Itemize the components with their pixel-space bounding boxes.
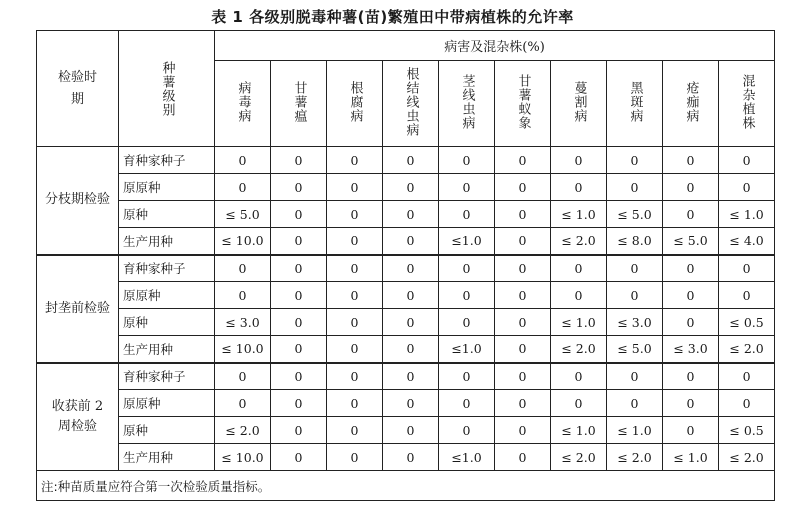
value-cell: 0: [719, 363, 775, 390]
value-cell: 0: [495, 282, 551, 309]
value-cell: ≤ 5.0: [607, 201, 663, 228]
value-cell: ≤ 2.0: [719, 444, 775, 471]
table-row: [37, 336, 775, 363]
value-cell: 0: [551, 174, 607, 201]
value-cell: 0: [327, 309, 383, 336]
value-cell: 0: [271, 336, 327, 363]
value-cell: ≤ 8.0: [607, 228, 663, 255]
table-title: 表 1 各级别脱毒种薯(苗)繁殖田中带病植株的允许率: [211, 8, 574, 26]
table-note: 注:种苗质量应符合第一次检验质量指标。: [37, 471, 775, 501]
value-cell: 0: [383, 255, 439, 282]
value-cell: 0: [607, 255, 663, 282]
grade-cell: 原原种: [119, 390, 215, 417]
value-cell: ≤ 10.0: [215, 228, 271, 255]
grade-cell: 生产用种: [119, 444, 215, 471]
value-cell: ≤ 3.0: [607, 309, 663, 336]
stage-cell: 收获前 2 周检验: [37, 363, 119, 471]
value-cell: 0: [663, 363, 719, 390]
value-cell: 0: [383, 444, 439, 471]
value-cell: 0: [215, 147, 271, 174]
value-cell: 0: [439, 390, 495, 417]
stage-cell: 封垄前检验: [37, 255, 119, 363]
value-cell: 0: [383, 336, 439, 363]
value-cell: ≤ 0.5: [719, 309, 775, 336]
header-grade: 种薯级别: [119, 31, 215, 147]
value-cell: 0: [495, 336, 551, 363]
value-cell: 0: [271, 201, 327, 228]
value-cell: 0: [383, 174, 439, 201]
value-cell: 0: [327, 174, 383, 201]
value-cell: 0: [663, 390, 719, 417]
value-cell: ≤ 4.0: [719, 228, 775, 255]
value-cell: 0: [495, 228, 551, 255]
header-disease: 甘薯瘟: [271, 61, 327, 147]
grade-cell: 原种: [119, 417, 215, 444]
value-cell: 0: [383, 417, 439, 444]
value-cell: ≤ 2.0: [551, 228, 607, 255]
value-cell: 0: [439, 363, 495, 390]
value-cell: 0: [439, 201, 495, 228]
value-cell: 0: [439, 417, 495, 444]
value-cell: 0: [215, 255, 271, 282]
value-cell: 0: [495, 363, 551, 390]
grade-cell: 育种家种子: [119, 255, 215, 282]
table-row: [37, 174, 775, 201]
tolerance-table: [36, 30, 775, 501]
table-row: [37, 417, 775, 444]
header-disease: 疮痂病: [663, 61, 719, 147]
value-cell: 0: [439, 282, 495, 309]
value-cell: 0: [271, 255, 327, 282]
value-cell: 0: [663, 282, 719, 309]
value-cell: 0: [383, 309, 439, 336]
header-disease: 甘薯蚁象: [495, 61, 551, 147]
header-disease: 根腐病: [327, 61, 383, 147]
value-cell: 0: [607, 390, 663, 417]
value-cell: 0: [607, 174, 663, 201]
value-cell: 0: [271, 444, 327, 471]
value-cell: 0: [439, 147, 495, 174]
header-disease: 蔓割病: [551, 61, 607, 147]
value-cell: 0: [271, 309, 327, 336]
value-cell: ≤ 3.0: [663, 336, 719, 363]
value-cell: ≤ 1.0: [551, 309, 607, 336]
table-row: [37, 363, 775, 390]
table-row: [37, 309, 775, 336]
value-cell: 0: [495, 309, 551, 336]
value-cell: 0: [551, 363, 607, 390]
grade-cell: 原种: [119, 309, 215, 336]
value-cell: 0: [215, 363, 271, 390]
value-cell: 0: [495, 390, 551, 417]
value-cell: 0: [663, 201, 719, 228]
value-cell: 0: [271, 174, 327, 201]
table-row: [37, 147, 775, 174]
value-cell: 0: [663, 147, 719, 174]
value-cell: 0: [719, 282, 775, 309]
value-cell: ≤ 1.0: [551, 201, 607, 228]
value-cell: ≤ 5.0: [607, 336, 663, 363]
value-cell: 0: [495, 201, 551, 228]
value-cell: ≤ 2.0: [551, 444, 607, 471]
value-cell: 0: [327, 390, 383, 417]
value-cell: 0: [719, 174, 775, 201]
value-cell: 0: [327, 363, 383, 390]
value-cell: 0: [327, 228, 383, 255]
value-cell: ≤ 10.0: [215, 444, 271, 471]
value-cell: 0: [719, 147, 775, 174]
value-cell: ≤ 3.0: [215, 309, 271, 336]
value-cell: ≤ 5.0: [663, 228, 719, 255]
value-cell: ≤ 2.0: [607, 444, 663, 471]
value-cell: ≤ 2.0: [215, 417, 271, 444]
value-cell: 0: [719, 255, 775, 282]
value-cell: 0: [327, 282, 383, 309]
value-cell: ≤ 1.0: [607, 417, 663, 444]
grade-cell: 生产用种: [119, 336, 215, 363]
value-cell: 0: [495, 255, 551, 282]
header-disease: 黑斑病: [607, 61, 663, 147]
value-cell: ≤1.0: [439, 444, 495, 471]
value-cell: ≤ 10.0: [215, 336, 271, 363]
value-cell: 0: [663, 309, 719, 336]
value-cell: ≤ 2.0: [551, 336, 607, 363]
table-row: [37, 282, 775, 309]
value-cell: 0: [663, 174, 719, 201]
value-cell: 0: [607, 363, 663, 390]
value-cell: 0: [607, 147, 663, 174]
value-cell: 0: [495, 417, 551, 444]
grade-cell: 育种家种子: [119, 363, 215, 390]
value-cell: 0: [663, 255, 719, 282]
value-cell: 0: [271, 363, 327, 390]
value-cell: 0: [215, 282, 271, 309]
value-cell: 0: [495, 174, 551, 201]
value-cell: 0: [495, 444, 551, 471]
value-cell: 0: [551, 282, 607, 309]
value-cell: 0: [271, 282, 327, 309]
value-cell: 0: [383, 282, 439, 309]
value-cell: 0: [327, 336, 383, 363]
value-cell: ≤ 1.0: [551, 417, 607, 444]
grade-cell: 原种: [119, 201, 215, 228]
grade-cell: 生产用种: [119, 228, 215, 255]
value-cell: 0: [327, 444, 383, 471]
value-cell: 0: [439, 174, 495, 201]
value-cell: 0: [383, 201, 439, 228]
value-cell: 0: [719, 390, 775, 417]
value-cell: 0: [551, 390, 607, 417]
value-cell: 0: [551, 147, 607, 174]
value-cell: 0: [383, 147, 439, 174]
header-disease: 茎线虫病: [439, 61, 495, 147]
table-row: [37, 201, 775, 228]
stage-cell: 分枝期检验: [37, 147, 119, 255]
header-period: 检验时期: [37, 31, 119, 147]
value-cell: 0: [271, 390, 327, 417]
value-cell: 0: [663, 417, 719, 444]
value-cell: 0: [327, 147, 383, 174]
value-cell: ≤1.0: [439, 228, 495, 255]
table-row: [37, 255, 775, 282]
value-cell: 0: [439, 309, 495, 336]
value-cell: ≤1.0: [439, 336, 495, 363]
value-cell: 0: [383, 390, 439, 417]
header-disease: 病毒病: [215, 61, 271, 147]
table-row: [37, 390, 775, 417]
value-cell: 0: [327, 417, 383, 444]
header-disease: 混杂植株: [719, 61, 775, 147]
value-cell: 0: [271, 417, 327, 444]
value-cell: ≤ 5.0: [215, 201, 271, 228]
table-row: [37, 444, 775, 471]
value-cell: 0: [271, 228, 327, 255]
value-cell: ≤ 1.0: [719, 201, 775, 228]
value-cell: 0: [495, 147, 551, 174]
header-disease-group: 病害及混杂株(%): [215, 31, 775, 61]
value-cell: 0: [551, 255, 607, 282]
value-cell: 0: [215, 390, 271, 417]
value-cell: 0: [383, 363, 439, 390]
header-disease: 根结线虫病: [383, 61, 439, 147]
value-cell: 0: [383, 228, 439, 255]
value-cell: 0: [327, 201, 383, 228]
grade-cell: 育种家种子: [119, 147, 215, 174]
value-cell: 0: [607, 282, 663, 309]
value-cell: 0: [439, 255, 495, 282]
value-cell: 0: [327, 255, 383, 282]
value-cell: ≤ 2.0: [719, 336, 775, 363]
grade-cell: 原原种: [119, 174, 215, 201]
table-row: [37, 228, 775, 255]
grade-cell: 原原种: [119, 282, 215, 309]
value-cell: 0: [271, 147, 327, 174]
value-cell: ≤ 0.5: [719, 417, 775, 444]
value-cell: ≤ 1.0: [663, 444, 719, 471]
value-cell: 0: [215, 174, 271, 201]
